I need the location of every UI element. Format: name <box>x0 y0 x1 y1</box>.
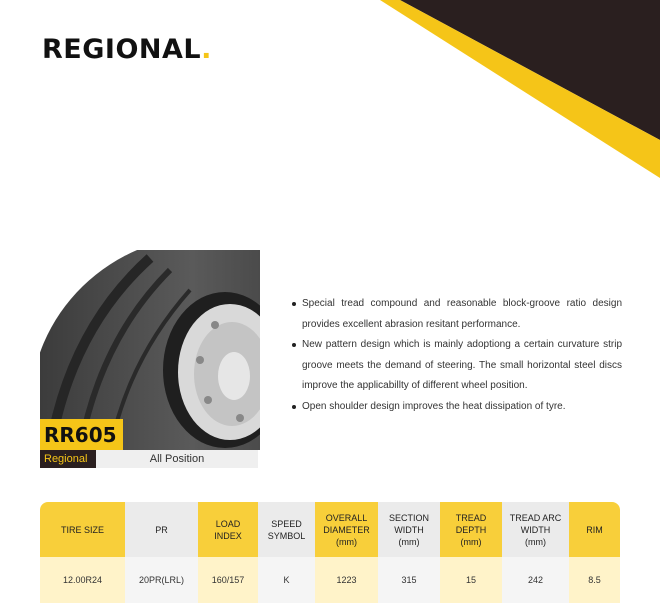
model-name: RR605 <box>40 419 123 450</box>
cell-section-width: 315 <box>378 557 440 603</box>
title-dot: . <box>201 34 212 65</box>
cell-speed-symbol: K <box>258 557 315 603</box>
title-text: REGIONAL <box>42 34 202 65</box>
header-speed-symbol: SPEED SYMBOL <box>258 502 315 557</box>
feature-item: Special tread compound and reasonable block-groove ratio design provides excellent abrasion resitant performance. <box>290 294 622 335</box>
header-tire-size: TIRE SIZE <box>40 502 125 557</box>
spec-header-row <box>40 502 620 557</box>
header-load-index: LOAD INDEX <box>198 502 258 557</box>
cell-rim: 8.5 <box>569 557 620 603</box>
cell-tread-arc-width: 242 <box>502 557 569 603</box>
cell-pr: 20PR(LRL) <box>125 557 198 603</box>
page-title <box>42 34 212 65</box>
cell-tire-size: 12.00R24 <box>40 557 125 603</box>
feature-item: Open shoulder design improves the heat dissipation of tyre. <box>290 397 622 418</box>
cell-tread-depth: 15 <box>440 557 502 603</box>
header-pr: PR <box>125 502 198 557</box>
feature-item: New pattern design which is mainly adoptiong a certain curvature strip groove meets the demand of steering. The small horizontal steel discs improve the applicabillty of different wheel position. <box>290 335 622 397</box>
cell-load-index: 160/157 <box>198 557 258 603</box>
position-tag: All Position <box>96 450 258 468</box>
spec-table <box>40 502 620 603</box>
table-row <box>40 557 620 603</box>
header-overall-diameter: OVERALL DIAMETER (mm) <box>315 502 378 557</box>
header-tread-arc-width: TREAD ARC WIDTH (mm) <box>502 502 569 557</box>
header-section-width: SECTION WIDTH (mm) <box>378 502 440 557</box>
feature-list <box>290 294 622 417</box>
category-tag: Regional <box>40 450 100 468</box>
header-rim: RIM <box>569 502 620 557</box>
corner-decoration <box>0 0 660 200</box>
cell-overall-diameter: 1223 <box>315 557 378 603</box>
header-tread-depth: TREAD DEPTH (mm) <box>440 502 502 557</box>
